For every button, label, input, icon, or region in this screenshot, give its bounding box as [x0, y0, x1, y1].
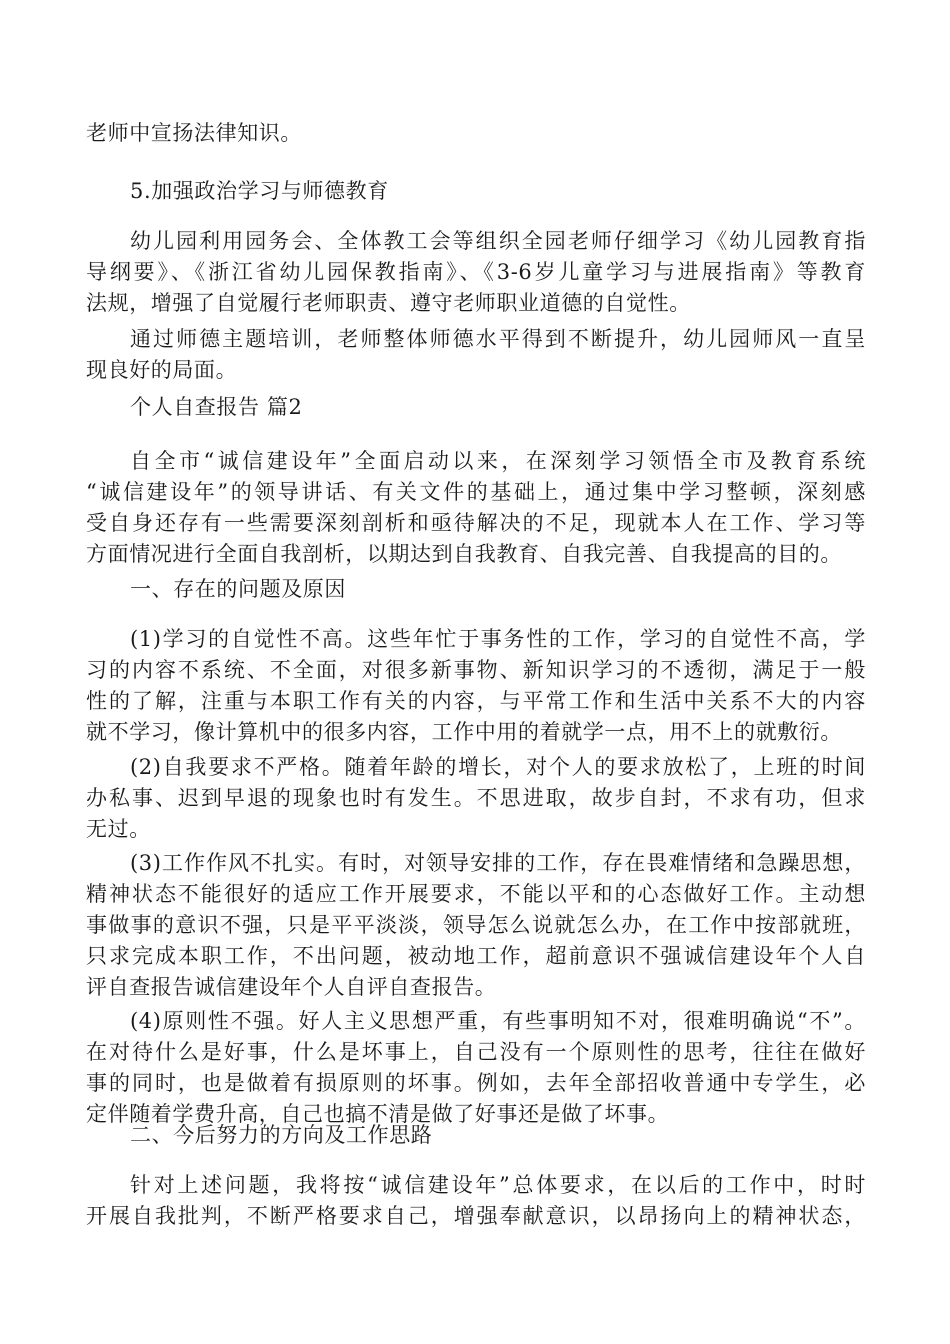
- text-line: (1)学习的自觉性不高。这些年忙于事务性的工作，学习的自觉性不高，学: [130, 627, 866, 651]
- paragraph-integrity-year-intro: [86, 446, 866, 570]
- text-line: 事做事的意识不强，只是平平淡淡，领导怎么说就怎么办，在工作中按部就班，: [86, 913, 866, 937]
- paragraph-law-knowledge: [86, 118, 866, 149]
- heading-future-direction: [86, 1120, 866, 1151]
- text-line: 幼儿园利用园务会、全体教工会等组织全园老师仔细学习《幼儿园教育指: [130, 229, 866, 253]
- text-line: 只求完成本职工作，不出问题，被动地工作，超前意识不强诚信建设年个人自: [86, 944, 866, 968]
- text-line: 现良好的局面。: [86, 358, 238, 382]
- text-line: (4)原则性不强。好人主义思想严重，有些事明知不对，很难明确说“不”。: [130, 1009, 866, 1033]
- paragraph-problem-1: [86, 624, 866, 748]
- text-line: 开展自我批判，不断严格要求自己，增强奉献意识，以昂扬向上的精神状态，: [86, 1204, 866, 1228]
- text-line: (2)自我要求不严格。随着年龄的增长，对个人的要求放松了，上班的时间: [130, 755, 866, 779]
- text-line: 习的内容不系统、不全面，对很多新事物、新知识学习的不透彻，满足于一般: [86, 658, 866, 682]
- text-line: 性的了解，注重与本职工作有关的内容，与平常工作和生活中关系不大的内容: [86, 689, 866, 713]
- text-line: 5.加强政治学习与师德教育: [130, 179, 389, 203]
- section-title-report-2: [86, 392, 866, 423]
- text-line: 精神状态不能很好的适应工作开展要求，不能以平和的心态做好工作。主动想: [86, 882, 866, 906]
- text-line: 受自身还存有一些需要深刻剖析和亟待解决的不足，现就本人在工作、学习等: [86, 511, 866, 535]
- heading-problems-causes: [86, 574, 866, 605]
- paragraph-response-plan: [86, 1170, 866, 1232]
- text-line: 通过师德主题培训，老师整体师德水平得到不断提升，幼儿园师风一直呈: [130, 327, 866, 351]
- text-line: 办私事、迟到早退的现象也时有发生。不思进取，故步自封，不求有功，但求: [86, 786, 866, 810]
- paragraph-problem-3: [86, 848, 866, 1003]
- paragraph-kindergarten-study: [86, 226, 866, 319]
- text-line: 就不学习，像计算机中的很多内容，工作中用的着就学一点，用不上的就敷衍。: [86, 720, 842, 744]
- text-line: 自全市“诚信建设年”全面启动以来，在深刻学习领悟全市及教育系统: [130, 449, 866, 473]
- text-line: 针对上述问题，我将按“诚信建设年”总体要求，在以后的工作中，时时: [130, 1173, 866, 1197]
- text-line: 老师中宣扬法律知识。: [86, 121, 302, 145]
- text-line: 二、今后努力的方向及工作思路: [130, 1123, 433, 1147]
- text-line: 定伴随着学费升高，自己也搞不清是做了好事还是做了坏事。: [86, 1102, 670, 1126]
- text-line: 在对待什么是好事，什么是坏事上，自己没有一个原则性的思考，往往在做好: [86, 1040, 866, 1064]
- text-line: 导纲要》、《浙江省幼儿园保教指南》、《3-6岁儿童学习与进展指南》等教育: [86, 260, 866, 284]
- text-line: 事的同时，也是做着有损原则的坏事。例如，去年全部招收普通中专学生，必: [86, 1071, 866, 1095]
- heading-political-study: [86, 176, 866, 207]
- text-line: (3)工作作风不扎实。有时，对领导安排的工作，存在畏难情绪和急躁思想，: [130, 851, 866, 875]
- text-line: “诚信建设年”的领导讲话、有关文件的基础上，通过集中学习整顿，深刻感: [86, 480, 866, 504]
- paragraph-problem-2: [86, 752, 866, 845]
- text-line: 无过。: [86, 817, 151, 841]
- text-line: 方面情况进行全面自我剖析，以期达到自我教育、自我完善、自我提高的目的。: [86, 542, 842, 566]
- text-line: 个人自查报告 篇2: [130, 395, 303, 419]
- text-line: 一、存在的问题及原因: [130, 577, 346, 601]
- paragraph-ethics-training: [86, 324, 866, 386]
- paragraph-problem-4: [86, 1006, 866, 1130]
- text-line: 评自查报告诚信建设年个人自评自查报告。: [86, 975, 497, 999]
- text-line: 法规，增强了自觉履行老师职责、遵守老师职业道德的自觉性。: [86, 291, 691, 315]
